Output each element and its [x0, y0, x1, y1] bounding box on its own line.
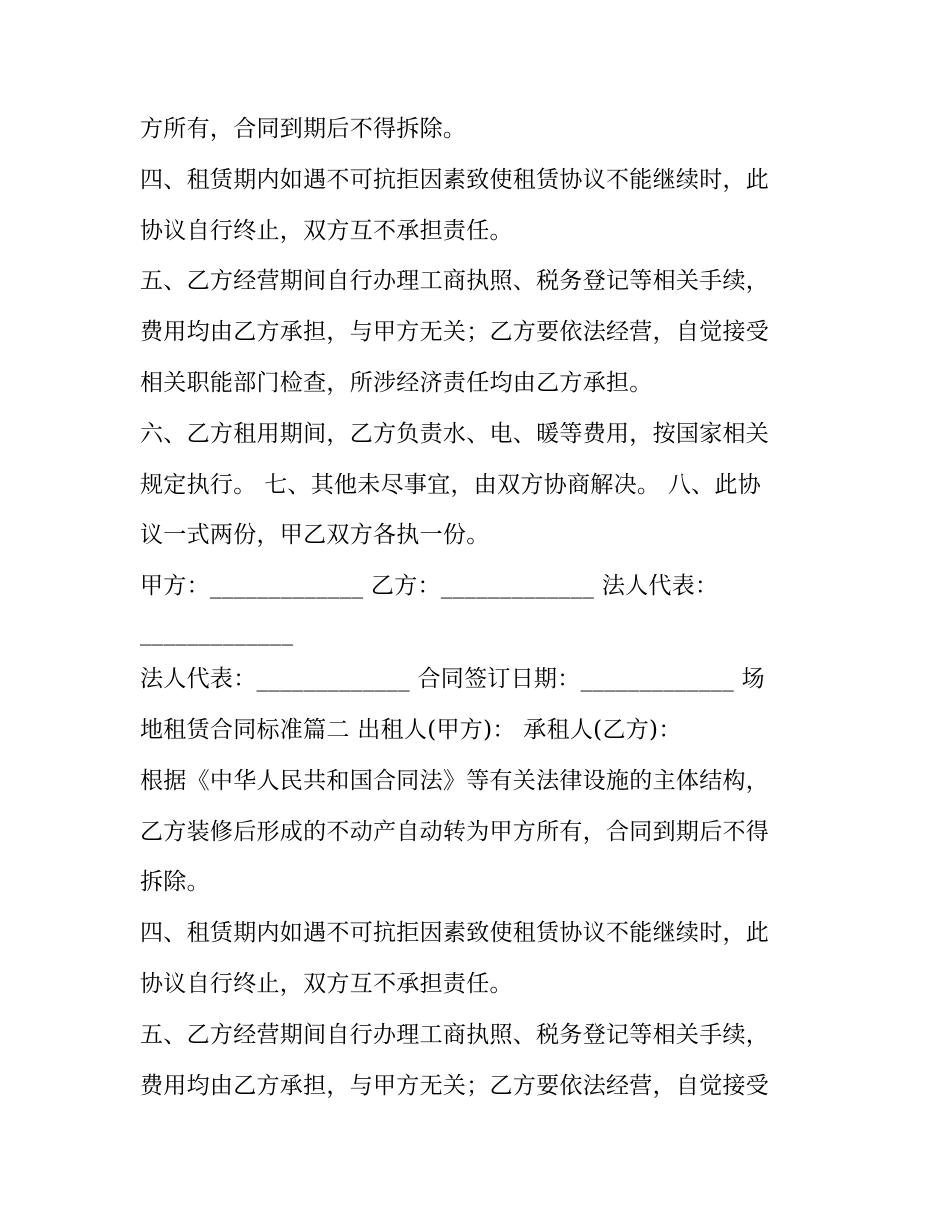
signature-line: 法人代表：_____________ 合同签订日期：_____________ 场 [140, 666, 765, 692]
text-line: 议一式两份，甲乙双方各执一份。 [140, 522, 490, 548]
text-line: 方所有，合同到期后不得拆除。 [140, 116, 467, 142]
text-line: 规定执行。 七、其他未尽事宜，由双方协商解决。 八、此协 [140, 472, 762, 498]
text-line: 相关职能部门检查，所涉经济责任均由乙方承担。 [140, 370, 653, 396]
text-line: 协议自行终止，双方互不承担责任。 [140, 971, 513, 997]
text-line: 拆除。 [140, 869, 210, 895]
signature-blank: _____________ [140, 620, 294, 646]
text-line: 协议自行终止，双方互不承担责任。 [140, 218, 513, 244]
text-line: 六、乙方租用期间，乙方负责水、电、暖等费用，按国家相关 [140, 421, 770, 447]
signature-line: 甲方：_____________ 乙方：_____________ 法人代表： [140, 573, 719, 599]
text-line: 根据《中华人民共和国合同法》等有关法律设施的主体结构， [140, 768, 770, 794]
text-line: 乙方装修后形成的不动产自动转为甲方所有，合同到期后不得 [140, 819, 770, 845]
text-line: 四、租赁期内如遇不可抗拒因素致使租赁协议不能继续时，此 [140, 920, 770, 946]
text-line: 四、租赁期内如遇不可抗拒因素致使租赁协议不能继续时，此 [140, 167, 770, 193]
text-line: 五、乙方经营期间自行办理工商执照、税务登记等相关手续， [140, 1022, 770, 1048]
text-line: 费用均由乙方承担，与甲方无关；乙方要依法经营，自觉接受 [140, 319, 770, 345]
text-line: 费用均由乙方承担，与甲方无关；乙方要依法经营，自觉接受 [140, 1073, 770, 1099]
text-line: 五、乙方经营期间自行办理工商执照、税务登记等相关手续， [140, 268, 770, 294]
text-line: 地租赁合同标准篇二 出租人(甲方)： 承租人(乙方)： [140, 717, 682, 743]
